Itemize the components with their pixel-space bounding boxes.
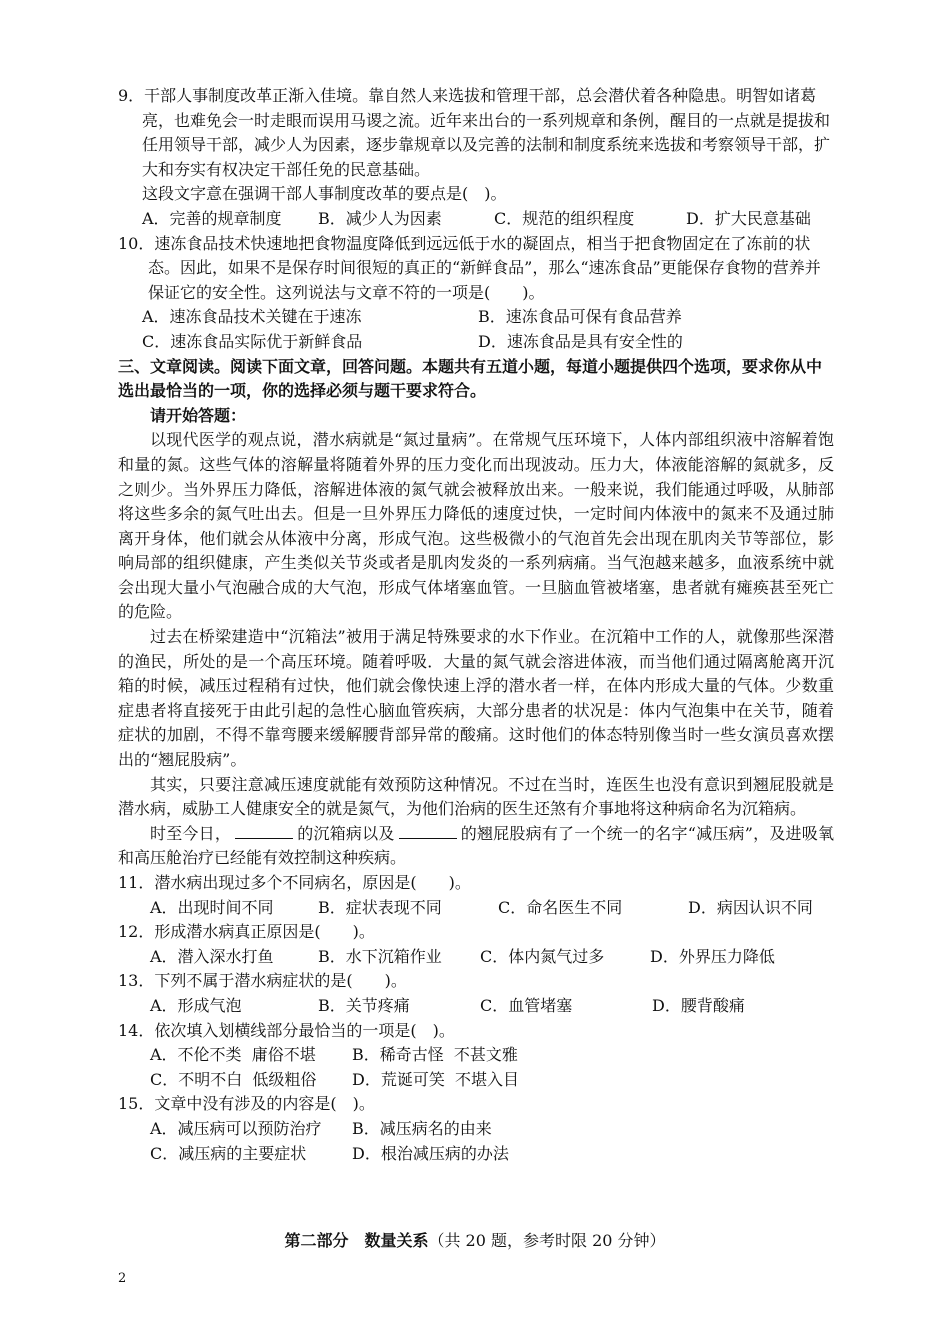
question-13-stem: 13．下列不属于潜水病症状的是( )。 — [118, 971, 407, 991]
question-14-stem: 14．依次填入划横线部分最恰当的一项是( )。 — [118, 1020, 455, 1040]
part-2-note: （共 20 题，参考时限 20 分钟） — [428, 1231, 666, 1250]
question-15-stem: 15．文章中没有涉及的内容是( )。 — [118, 1094, 375, 1114]
option-b[interactable]: B．减少人为因素 — [318, 208, 442, 228]
paragraph-4-part-c: 的翘屁股病有了一个统一的名字“减压病”，及进吸氧和高压舱治疗已经能有效控制这种疾病。 — [118, 823, 834, 868]
option-d[interactable]: D．速冻食品是具有安全性的 — [478, 331, 683, 351]
article-paragraph-2: 过去在桥梁建造中“沉箱法”被用于满足特殊要求的水下作业。在沉箱中工作的人，就像那些深潜的渔民，所处的是一个高压环境。随着呼吸．大量的氮气就会溶进体液，而当他们通过隔离舱离开沉箱的时候，减压过程稍有过快，他们就会像快速上浮的潜水者一样，在体内形成大量的气体。少数重症患者将直接死于由此引起的急性心脑血管疾病，大部分患者的状况是：体内气泡集中在关节，随着症状的加剧，不得不靠弯腰来缓解腰背部异常的酸痛。这时他们的体态特别像当时一些女演员喜欢摆出的“翘屁股病”。 — [118, 627, 834, 770]
option-b[interactable]: B．症状表现不同 — [318, 897, 442, 917]
option-a[interactable]: A．不伦不类 庸俗不堪 — [150, 1045, 316, 1065]
article — [118, 428, 834, 871]
option-c[interactable]: C．体内氮气过多 — [480, 946, 605, 966]
question-14-options — [118, 1043, 834, 1092]
question-11 — [118, 871, 834, 920]
option-a[interactable]: A．减压病可以预防治疗 — [150, 1118, 322, 1138]
option-b[interactable]: B．速冻食品可保有食品营养 — [478, 307, 682, 327]
question-12 — [118, 920, 834, 969]
option-c[interactable]: C．减压病的主要症状 — [150, 1143, 307, 1163]
paragraph-4-part-b: 的沉箱病以及 — [297, 823, 395, 843]
question-10 — [118, 232, 834, 355]
question-15 — [118, 1092, 834, 1166]
article-paragraph-1: 以现代医学的观点说，潜水病就是“氮过量病”。在常规气压环境下，人体内部组织液中溶解着饱和量的氮。这些气体的溶解量将随着外界的压力变化而出现波动。压力大，体液能溶解的氮就多，反之则少。当外界压力降低，溶解进体液的氮气就会被释放出来。一般来说，我们能通过呼吸，从肺部将这些多余的氮气吐出去。但是一旦外界压力降低的速度过快，一定时间内体液中的氮来不及通过肺离开身体，他们就会从体液中分离，形成气泡。这些极微小的气泡首先会出现在肌肉关节等部位，影响局部的组织健康，产生类似关节炎或者是肌肉发炎的一系列病痛。当气泡越来越多，血液系统中就会出现大量小气泡融合成的大气泡，形成气体堵塞血管。一旦脑血管被堵塞，患者就有瘫痪甚至死亡的危险。 — [118, 430, 834, 622]
part-2-title — [0, 1228, 950, 1251]
question-9-prompt: 这段文字意在强调干部人事制度改革的要点是( )。 — [142, 184, 507, 204]
option-a[interactable]: A．速冻食品技术关键在于速冻 — [142, 307, 362, 327]
article-paragraph-3: 其实，只要注意减压速度就能有效预防这种情况。不过在当时，连医生也没有意识到翘屁股就是潜水病，威胁工人健康安全的就是氮气，为他们治病的医生还煞有介事地将这种病命名为沉箱病。 — [118, 774, 834, 819]
option-d[interactable]: D．扩大民意基础 — [686, 208, 811, 228]
option-a[interactable]: A．潜入深水打鱼 — [150, 946, 274, 966]
option-c[interactable]: C．不明不白 低级粗俗 — [150, 1069, 317, 1089]
question-13-options — [118, 994, 834, 1019]
option-d[interactable]: D．外界压力降低 — [650, 946, 775, 966]
option-b[interactable]: B．水下沉箱作业 — [318, 946, 442, 966]
page-number: 2 — [118, 1271, 127, 1286]
option-d[interactable]: D．根治减压病的办法 — [352, 1143, 509, 1163]
question-11-stem: 11．潜水病出现过多个不同病名，原因是( )。 — [118, 873, 471, 892]
exam-page — [118, 84, 834, 1166]
option-d[interactable]: D．病因认识不同 — [688, 897, 813, 917]
question-10-stem: 10．速冻食品技术快速地把食物温度降低到远远低于水的凝固点，相当于把食物固定在了冻前的状态。因此，如果不是保存时间很短的真正的“新鲜食品”，那么“速冻食品”更能保存食物的营养并保证它的安全性。这列说法与文章不符的一项是( )。 — [118, 233, 821, 302]
option-a[interactable]: A．出现时间不同 — [150, 897, 274, 917]
option-b[interactable]: B．关节疼痛 — [318, 995, 410, 1015]
question-14 — [118, 1019, 834, 1093]
section-3-heading: 三、文章阅读。阅读下面文章，回答问题。本题共有五道小题，每道小题提供四个选项，要求你从中选出最恰当的一项，你的选择必须与题干要求符合。 — [118, 356, 823, 401]
fill-blank-2 — [399, 823, 457, 839]
option-b[interactable]: B．减压病名的由来 — [352, 1118, 492, 1138]
part-2-heading: 第二部分 数量关系 — [284, 1231, 429, 1250]
option-c[interactable]: C．速冻食品实际优于新鲜食品 — [142, 331, 363, 351]
article-paragraph-4 — [118, 822, 834, 871]
question-9-stem: 9．干部人事制度改革正渐入佳境。靠自然人来选拔和管理干部，总会潜伏着各种隐患。明智如诸葛亮，也难免会一时走眼而误用马谡之流。近年来出台的一系列规章和条例，醒目的一点就是提拔和任用领导干部，减少人为因素，逐步靠规章以及完善的法制和制度系统来选拔和考察领导干部，扩大和夯实有权决定干部任免的民意基础。 — [118, 86, 831, 179]
option-a[interactable]: A．形成气泡 — [150, 995, 242, 1015]
paragraph-4-part-a: 时至今日， — [150, 823, 232, 843]
option-a[interactable]: A．完善的规章制度 — [142, 208, 282, 228]
question-10-options — [118, 305, 834, 354]
option-d[interactable]: D．荒诞可笑 不堪入目 — [352, 1069, 520, 1089]
question-11-options — [118, 896, 834, 921]
option-d[interactable]: D．腰背酸痛 — [652, 995, 745, 1015]
fill-blank-1 — [235, 823, 293, 839]
question-12-stem: 12．形成潜水病真正原因是( )。 — [118, 922, 375, 942]
question-9-options — [118, 207, 834, 232]
question-9 — [118, 84, 834, 232]
option-c[interactable]: C．命名医生不同 — [498, 897, 623, 917]
question-15-options — [118, 1117, 834, 1166]
option-b[interactable]: B．稀奇古怪 不甚文雅 — [352, 1045, 518, 1065]
question-12-options — [118, 945, 834, 970]
question-13 — [118, 969, 834, 1018]
option-c[interactable]: C．血管堵塞 — [480, 995, 573, 1015]
option-c[interactable]: C．规范的组织程度 — [494, 208, 635, 228]
start-label: 请开始答题： — [150, 405, 247, 425]
